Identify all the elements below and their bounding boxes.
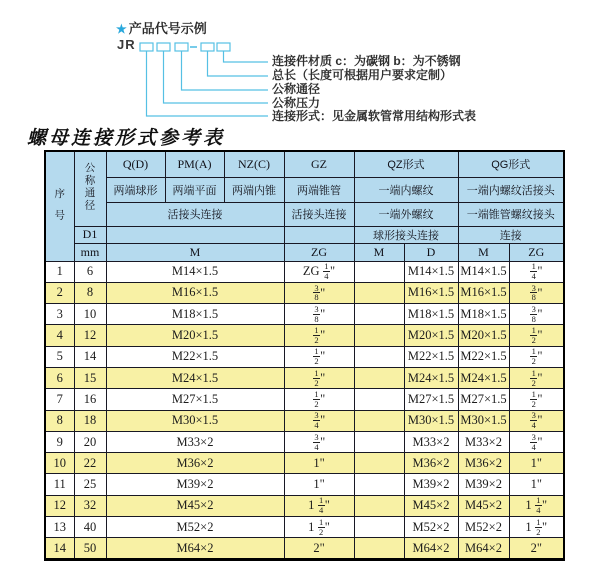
cell-zg-gz: $\frac{3}{8}$ " <box>284 304 354 325</box>
diagram-label-length: 总长（长度可根据用户要求定制） <box>272 68 453 82</box>
fraction: $\frac{3}{4}$ <box>314 431 319 452</box>
cell-m-qz <box>354 495 404 516</box>
table-row <box>45 282 564 303</box>
cell-d-qz: M52×2 <box>404 517 458 538</box>
fraction: $\frac{1}{4}$ <box>536 495 541 516</box>
cell-m-qg: M30×1.5 <box>458 410 509 431</box>
cell-zg-qg: $\frac{1}{2}$ " <box>509 346 564 367</box>
table-row <box>45 538 564 559</box>
cell-m-qg: M52×2 <box>458 517 509 538</box>
header-group-qz: QZ形式 <box>354 151 458 177</box>
code-box-5 <box>217 43 230 51</box>
cell-d-qz: M64×2 <box>404 538 458 559</box>
header-blank-2 <box>284 226 354 243</box>
cell-m-qz <box>354 389 404 410</box>
fraction: $\frac{1}{2}$ <box>319 516 324 537</box>
header-m-qg: M <box>458 243 509 261</box>
header-end-type-qz: 一端内螺纹 <box>354 177 458 202</box>
cell-zg-qg: $\frac{1}{2}$ " <box>509 389 564 410</box>
cell-m-main: M27×1.5 <box>106 389 284 410</box>
diagram-label-pressure: 公称压力 <box>272 96 321 110</box>
cell-m-main: M45×2 <box>106 495 284 516</box>
header-seq: 序号 <box>45 151 74 261</box>
star-icon: ★ <box>116 22 127 36</box>
cell-m-qz <box>354 410 404 431</box>
cell-d-qz: M39×2 <box>404 474 458 495</box>
cell-dn: 32 <box>74 495 106 516</box>
cell-d-qz: M20×1.5 <box>404 325 458 346</box>
cell-dn: 12 <box>74 325 106 346</box>
fraction: $\frac{1}{2}$ <box>531 367 536 388</box>
cell-m-main: M52×2 <box>106 517 284 538</box>
cell-dn: 22 <box>74 453 106 474</box>
cell-dn: 8 <box>74 282 106 303</box>
cell-zg-qg: $\frac{1}{4}$ " <box>509 261 564 282</box>
cell-zg-gz: $\frac{1}{2}$ " <box>284 367 354 388</box>
cell-d-qz: M30×1.5 <box>404 410 458 431</box>
cell-m-qg: M22×1.5 <box>458 346 509 367</box>
cell-m-qg: M36×2 <box>458 453 509 474</box>
fraction: $\frac{1}{2}$ <box>314 346 319 367</box>
cell-m-main: M30×1.5 <box>106 410 284 431</box>
cell-m-qz <box>354 453 404 474</box>
lead-line-1 <box>224 51 269 62</box>
fraction: $\frac{3}{4}$ <box>531 410 536 431</box>
fraction: $\frac{3}{8}$ <box>314 303 319 324</box>
cell-zg-qg: 1" <box>509 474 564 495</box>
cell-zg-qg: 1" <box>509 453 564 474</box>
cell-m-qz <box>354 517 404 538</box>
header-blank-1 <box>106 226 284 243</box>
cell-m-qz <box>354 304 404 325</box>
table-row <box>45 495 564 516</box>
cell-d-qz: M36×2 <box>404 453 458 474</box>
table-row <box>45 474 564 495</box>
cell-zg-qg: $\frac{3}{4}$ " <box>509 410 564 431</box>
cell-m-main: M36×2 <box>106 453 284 474</box>
diagram-label-material: 连接件材质 c：为碳钢 b：为不锈钢 <box>272 54 461 68</box>
diagram-title-text: 产品代号示例 <box>128 21 207 36</box>
cell-m-main: M20×1.5 <box>106 325 284 346</box>
code-box-3 <box>175 43 188 51</box>
table-row <box>45 453 564 474</box>
code-box-1 <box>140 43 153 51</box>
cell-zg-qg: $\frac{3}{4}$ " <box>509 431 564 452</box>
table-header <box>45 151 564 261</box>
header-conn-ext-thread: 一端外螺纹 <box>354 202 458 226</box>
cell-seq: 14 <box>45 538 74 559</box>
cell-d-qz: M27×1.5 <box>404 389 458 410</box>
cell-zg-qg: $\frac{3}{8}$ " <box>509 282 564 303</box>
lead-line-2 <box>208 51 269 76</box>
cell-dn: 50 <box>74 538 106 559</box>
table-row <box>45 346 564 367</box>
header-end-type-pma: 两端平面 <box>165 177 224 202</box>
cell-m-qg: M14×1.5 <box>458 261 509 282</box>
table-row <box>45 517 564 538</box>
cell-zg-gz: $\frac{1}{2}$ " <box>284 325 354 346</box>
header-ball-joint-conn: 球形接头连接 <box>354 226 458 243</box>
header-group-qd: Q(D) <box>106 151 165 177</box>
cell-zg-qg: $\frac{3}{8}$ " <box>509 304 564 325</box>
fraction: $\frac{1}{2}$ <box>314 325 319 346</box>
header-end-type-qd: 两端球形 <box>106 177 165 202</box>
cell-seq: 2 <box>45 282 74 303</box>
cell-m-main: M64×2 <box>106 538 284 559</box>
cell-m-qg: M18×1.5 <box>458 304 509 325</box>
cell-seq: 12 <box>45 495 74 516</box>
cell-m-qz <box>354 325 404 346</box>
header-mm: mm <box>74 243 106 261</box>
fraction: $\frac{1}{2}$ <box>314 367 319 388</box>
table-row <box>45 367 564 388</box>
cell-zg-qg: 2" <box>509 538 564 559</box>
table-row <box>45 261 564 282</box>
cell-dn: 20 <box>74 431 106 452</box>
header-conn-union: 活接头连接 <box>106 202 284 226</box>
header-m-qz: M <box>354 243 404 261</box>
cell-zg-gz: 1" <box>284 474 354 495</box>
cell-m-main: M22×1.5 <box>106 346 284 367</box>
cell-m-qz <box>354 261 404 282</box>
cell-zg-gz: $\frac{3}{8}$ " <box>284 282 354 303</box>
header-m-main: M <box>106 243 284 261</box>
table-row <box>45 389 564 410</box>
nut-connection-reference-table <box>44 150 565 561</box>
cell-m-qz <box>354 474 404 495</box>
header-conn-taper-joint: 一端锥管螺纹接头 <box>458 202 564 226</box>
header-group-gz: GZ <box>284 151 354 177</box>
cell-d-qz: M18×1.5 <box>404 304 458 325</box>
cell-m-main: M14×1.5 <box>106 261 284 282</box>
code-box-4 <box>201 43 214 51</box>
header-d1: D1 <box>74 226 106 243</box>
lead-line-3 <box>182 51 269 90</box>
cell-dn: 25 <box>74 474 106 495</box>
cell-m-qg: M20×1.5 <box>458 325 509 346</box>
cell-seq: 4 <box>45 325 74 346</box>
cell-m-main: M16×1.5 <box>106 282 284 303</box>
table-row <box>45 325 564 346</box>
diagram-label-diameter: 公称通径 <box>272 82 321 96</box>
cell-d-qz: M24×1.5 <box>404 367 458 388</box>
cell-dn: 14 <box>74 346 106 367</box>
cell-dn: 18 <box>74 410 106 431</box>
cell-d-qz: M16×1.5 <box>404 282 458 303</box>
fraction: $\frac{1}{4}$ <box>531 261 536 282</box>
cell-zg-qg: $\frac{1}{2}$ " <box>509 367 564 388</box>
cell-seq: 7 <box>45 389 74 410</box>
cell-zg-gz: $\frac{1}{2}$ " <box>284 346 354 367</box>
fraction: $\frac{3}{8}$ <box>314 282 319 303</box>
cell-seq: 5 <box>45 346 74 367</box>
diagram-label-conn-form: 连接形式：见金属软管常用结构形式表 <box>272 109 477 123</box>
cell-seq: 11 <box>45 474 74 495</box>
cell-d-qz: M45×2 <box>404 495 458 516</box>
cell-dn: 16 <box>74 389 106 410</box>
fraction: $\frac{1}{2}$ <box>536 516 541 537</box>
fraction: $\frac{1}{2}$ <box>531 325 536 346</box>
cell-m-qg: M45×2 <box>458 495 509 516</box>
table-title: 螺母连接形式参考表 <box>27 127 226 149</box>
fraction: $\frac{3}{4}$ <box>314 410 319 431</box>
cell-m-qg: M39×2 <box>458 474 509 495</box>
cell-m-qg: M16×1.5 <box>458 282 509 303</box>
cell-zg-gz: $\frac{3}{4}$ " <box>284 431 354 452</box>
table-body <box>45 261 564 559</box>
cell-zg-gz: $\frac{1}{2}$ " <box>284 389 354 410</box>
cell-d-qz: M22×1.5 <box>404 346 458 367</box>
fraction: $\frac{1}{2}$ <box>531 389 536 409</box>
cell-zg-qg: 1 $\frac{1}{4}$ " <box>509 495 564 516</box>
cell-m-qz <box>354 282 404 303</box>
code-box-2 <box>157 43 170 51</box>
cell-m-qz <box>354 538 404 559</box>
cell-dn: 15 <box>74 367 106 388</box>
cell-zg-gz: ZG $\frac{1}{4}$ " <box>284 261 354 282</box>
table-row <box>45 410 564 431</box>
cell-seq: 3 <box>45 304 74 325</box>
cell-m-qg: M33×2 <box>458 431 509 452</box>
cell-dn: 40 <box>74 517 106 538</box>
header-zg-gz: ZG <box>284 243 354 261</box>
cell-seq: 8 <box>45 410 74 431</box>
header-conn-union-gz: 活接头连接 <box>284 202 354 226</box>
lead-line-4 <box>164 51 269 103</box>
product-code-prefix: JR <box>117 37 136 52</box>
fraction: $\frac{3}{8}$ <box>531 282 536 303</box>
cell-dn: 6 <box>74 261 106 282</box>
cell-seq: 13 <box>45 517 74 538</box>
table-row <box>45 304 564 325</box>
cell-seq: 1 <box>45 261 74 282</box>
cell-m-main: M39×2 <box>106 474 284 495</box>
header-group-nzc: NZ(C) <box>224 151 284 177</box>
cell-zg-gz: $\frac{3}{4}$ " <box>284 410 354 431</box>
header-end-type-gz: 两端锥管 <box>284 177 354 202</box>
cell-m-main: M18×1.5 <box>106 304 284 325</box>
table-row <box>45 431 564 452</box>
header-end-type-nzc: 两端内锥 <box>224 177 284 202</box>
cell-seq: 10 <box>45 453 74 474</box>
cell-d-qz: M14×1.5 <box>404 261 458 282</box>
fraction: $\frac{3}{4}$ <box>531 431 536 452</box>
cell-m-main: M33×2 <box>106 431 284 452</box>
header-zg-qg: ZG <box>509 243 564 261</box>
header-connection: 连接 <box>458 226 564 243</box>
cell-m-qg: M64×2 <box>458 538 509 559</box>
cell-m-qz <box>354 367 404 388</box>
cell-zg-gz: 1 $\frac{1}{4}$ " <box>284 495 354 516</box>
cell-m-qg: M24×1.5 <box>458 367 509 388</box>
cell-zg-gz: 2" <box>284 538 354 559</box>
header-nominal-diameter: 公称通径 <box>74 151 106 226</box>
cell-zg-qg: $\frac{1}{2}$ " <box>509 325 564 346</box>
cell-zg-gz: 1" <box>284 453 354 474</box>
cell-d-qz: M33×2 <box>404 431 458 452</box>
cell-m-qg: M27×1.5 <box>458 389 509 410</box>
code-boxes <box>140 43 268 116</box>
cell-seq: 9 <box>45 431 74 452</box>
cell-m-qz <box>354 431 404 452</box>
header-group-pma: PM(A) <box>165 151 224 177</box>
header-group-qg: QG形式 <box>458 151 564 177</box>
cell-zg-qg: 1 $\frac{1}{2}$ " <box>509 517 564 538</box>
fraction: $\frac{1}{2}$ <box>531 346 536 367</box>
cell-m-main: M24×1.5 <box>106 367 284 388</box>
fraction: $\frac{1}{2}$ <box>314 389 319 409</box>
header-end-type-qg: 一端内螺纹活接头 <box>458 177 564 202</box>
cell-dn: 10 <box>74 304 106 325</box>
cell-seq: 6 <box>45 367 74 388</box>
cell-m-qz <box>354 346 404 367</box>
fraction: $\frac{1}{4}$ <box>319 495 324 516</box>
fraction: $\frac{1}{4}$ <box>324 261 329 282</box>
cell-zg-gz: 1 $\frac{1}{2}$ " <box>284 517 354 538</box>
fraction: $\frac{3}{8}$ <box>531 303 536 324</box>
header-d-qz: D <box>404 243 458 261</box>
